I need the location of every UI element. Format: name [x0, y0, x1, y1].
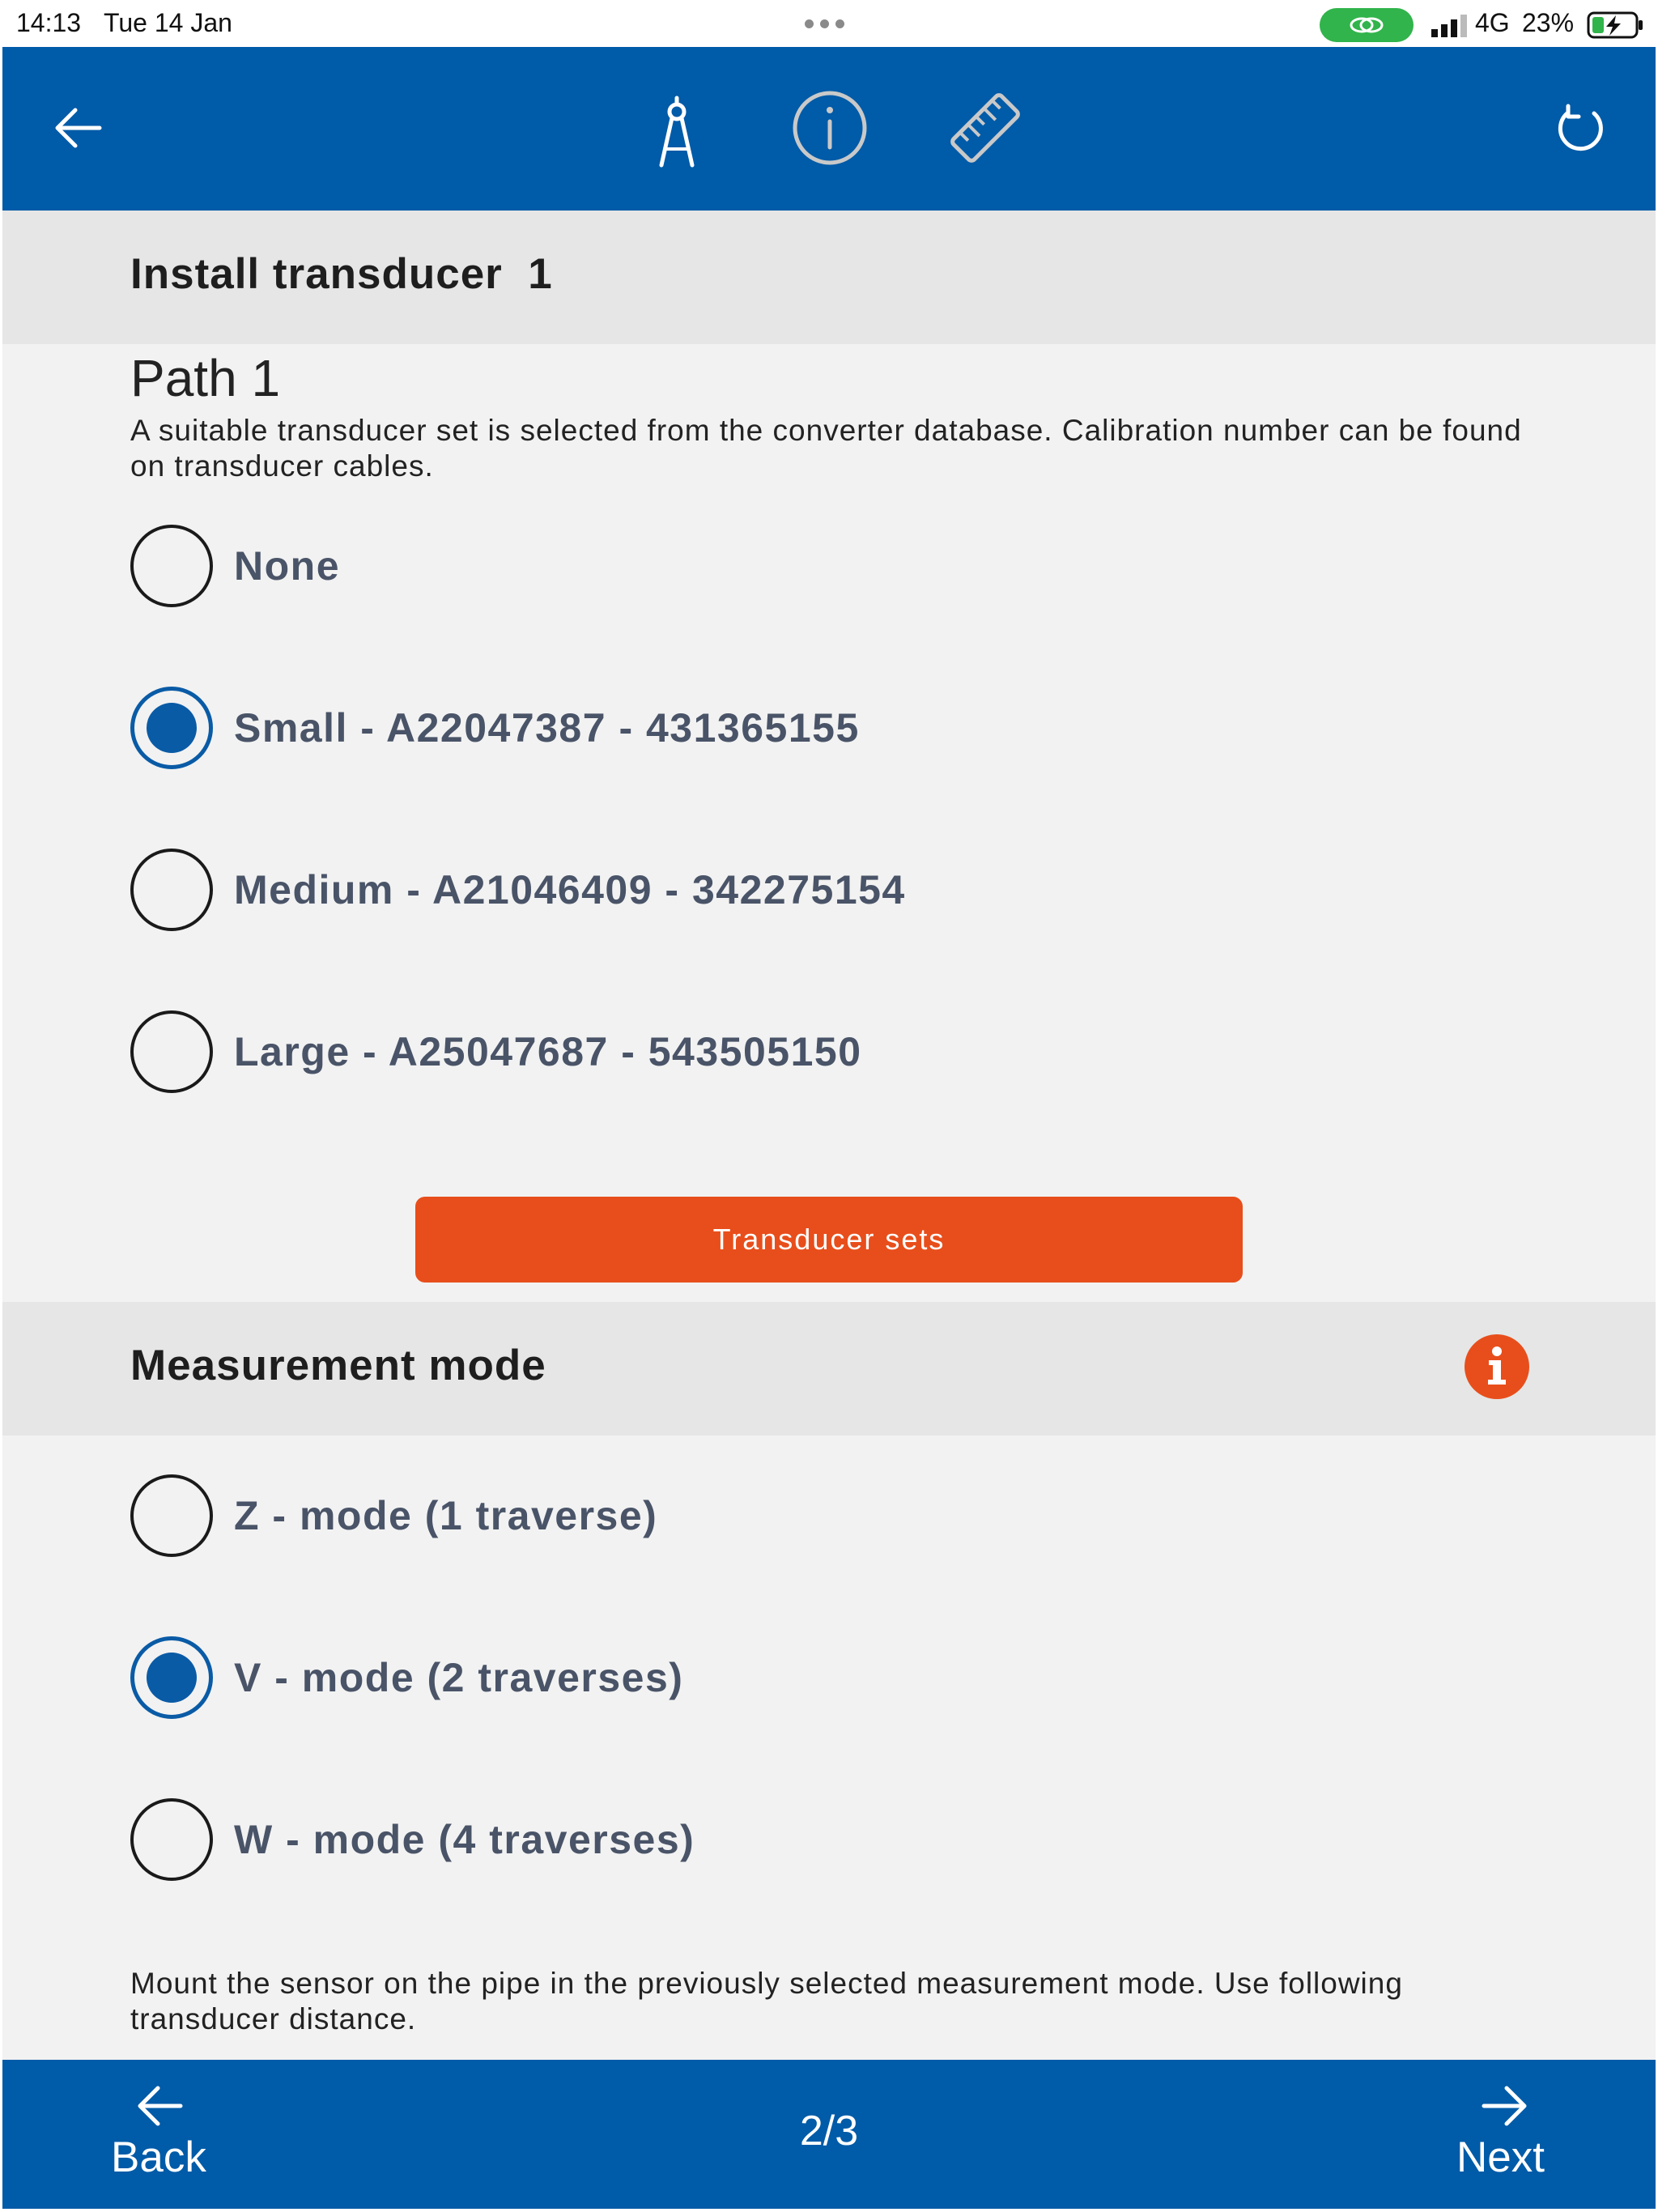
back-arrow-icon[interactable]: [49, 104, 106, 152]
next-button[interactable]: [1427, 2060, 1589, 2209]
next-label: Next: [1456, 2133, 1545, 2181]
measurement-info-icon[interactable]: [1465, 1334, 1529, 1399]
refresh-icon[interactable]: [1554, 102, 1607, 155]
install-description: A suitable transducer set is selected from the converter database. Calibration number can be found on transducer cables.: [130, 414, 1522, 483]
transducer-option-large[interactable]: [130, 1010, 862, 1094]
radio-button[interactable]: [130, 1798, 213, 1881]
radio-button[interactable]: [130, 1010, 213, 1093]
bottom-nav-bar: [2, 2060, 1656, 2209]
mode-option-z[interactable]: [130, 1474, 657, 1558]
back-label: Back: [111, 2133, 206, 2181]
compass-icon[interactable]: [650, 96, 704, 168]
mode-option-v[interactable]: [130, 1636, 683, 1720]
path-title: Path 1: [130, 349, 281, 407]
top-app-bar: [2, 47, 1656, 211]
status-bar: [0, 0, 1658, 47]
radio-button[interactable]: [130, 1474, 213, 1557]
radio-button[interactable]: [130, 849, 213, 931]
status-date: Tue 14 Jan: [104, 8, 232, 37]
link-indicator-icon: [1320, 8, 1414, 42]
battery-charging-icon: [1587, 11, 1643, 39]
transducer-option-medium[interactable]: [130, 848, 906, 932]
radio-label: Medium - A21046409 - 342275154: [234, 867, 906, 912]
transducer-sets-button[interactable]: Transducer sets: [415, 1197, 1243, 1283]
radio-label: None: [234, 543, 340, 589]
install-section-title: Install transducer 1: [130, 250, 553, 298]
mode-option-w[interactable]: [130, 1797, 695, 1882]
status-time: 14:13: [16, 8, 82, 37]
info-icon[interactable]: [791, 89, 869, 167]
mount-instruction: Mount the sensor on the pipe in the previously selected measurement mode. Use following transducer distance.: [130, 1967, 1403, 2035]
radio-label: V - mode (2 traverses): [234, 1655, 684, 1700]
measurement-section-title: Measurement mode: [130, 1342, 546, 1389]
page-indicator: 2/3: [799, 2108, 859, 2155]
main-content: [2, 211, 1656, 2060]
transducer-option-small[interactable]: [130, 686, 860, 770]
radio-button[interactable]: [130, 525, 213, 607]
radio-label: Z - mode (1 traverse): [234, 1493, 658, 1538]
battery-percent: 23%: [1522, 8, 1575, 37]
ruler-icon[interactable]: [945, 87, 1026, 168]
radio-label: Large - A25047687 - 543505150: [234, 1029, 862, 1074]
multitasking-dots-icon[interactable]: [805, 19, 844, 28]
radio-label: W - mode (4 traverses): [234, 1817, 695, 1862]
radio-label: Small - A22047387 - 431365155: [234, 705, 860, 751]
transducer-option-none[interactable]: [130, 524, 340, 608]
radio-button-selected[interactable]: [130, 687, 213, 769]
measurement-section-header: [2, 1302, 1656, 1436]
network-type: 4G: [1475, 8, 1510, 37]
signal-strength-icon: [1431, 15, 1469, 37]
next-arrow-icon: [1481, 2084, 1529, 2128]
radio-button-selected[interactable]: [130, 1636, 213, 1719]
install-section-header: [2, 211, 1656, 344]
